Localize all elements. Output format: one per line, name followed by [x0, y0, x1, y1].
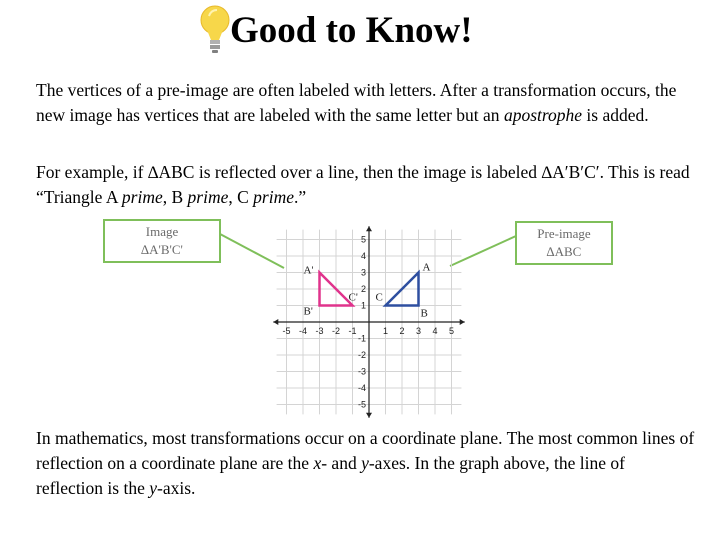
- x-tick-label: -5: [282, 326, 291, 336]
- emphasis-text: x: [313, 453, 322, 473]
- image-label-name: ∆A'B'C': [141, 242, 183, 257]
- x-tick-label: -3: [315, 326, 324, 336]
- emphasis-text: y: [149, 478, 158, 498]
- y-tick-label: -4: [357, 383, 366, 393]
- paragraph-example: [36, 160, 696, 210]
- x-tick-label: -4: [298, 326, 308, 336]
- x-tick-label: 5: [448, 326, 455, 336]
- paragraph-coordinate-plane: [36, 426, 696, 501]
- x-axis-arrow-left: [273, 319, 278, 325]
- y-tick-label: -3: [357, 366, 366, 377]
- y-tick-label: -2: [357, 350, 366, 360]
- x-tick-label: -2: [331, 326, 341, 336]
- paragraph-text: , C: [228, 187, 254, 207]
- emphasis-text: apostrophe: [503, 105, 583, 125]
- x-tick-label: 4: [432, 326, 438, 336]
- vertex-label-b: B: [420, 307, 428, 320]
- paragraph-text: , B: [162, 187, 188, 207]
- vertex-label-b-prime: B': [303, 305, 313, 318]
- y-axis-arrow-down: [366, 413, 372, 418]
- emphasis-text: prime: [187, 187, 229, 207]
- paragraph-text: For example, if ∆ABC is reflected over a line, then the image is labeled ∆A′B′C′. This is read “Triangle A: [36, 162, 690, 207]
- paragraph-text: The vertices of a pre-image are often labeled with letters. After a transformation occurs, the new image has vertices that are labeled with the same letter but an: [36, 80, 677, 125]
- x-tick-label: 3: [415, 326, 422, 336]
- page-title: Good to Know!: [230, 10, 473, 51]
- reflection-figure: [96, 214, 636, 424]
- paragraph-text: - and: [321, 453, 362, 473]
- y-tick-label: 3: [360, 267, 366, 278]
- vertex-label-c: C: [375, 291, 383, 304]
- emphasis-text: prime: [121, 187, 163, 207]
- vertex-label-a-prime: A': [303, 264, 314, 277]
- image-connector-line: [220, 234, 284, 268]
- paragraph-text: In mathematics, most transformations occur on a coordinate plane. The most common lines of reflection on a coordinate plane are the: [36, 428, 695, 473]
- preimage-label-title: Pre-image: [537, 226, 591, 241]
- x-tick-label: 2: [399, 326, 405, 336]
- paragraph-prime-labels: [36, 78, 696, 128]
- y-tick-label: -5: [357, 399, 366, 410]
- paragraph-text: -axis.: [157, 478, 196, 498]
- x-tick-label: 1: [382, 326, 389, 336]
- y-tick-label: -1: [357, 333, 366, 344]
- paragraph-text: -axes. In the graph above, the line of reflection is the: [36, 453, 625, 498]
- y-tick-label: 2: [360, 284, 366, 294]
- paragraph-text: .”: [294, 187, 307, 207]
- paragraph-text: is added.: [582, 105, 649, 125]
- emphasis-text: y: [361, 453, 369, 473]
- y-tick-label: 1: [360, 300, 366, 311]
- preimage-label-name: ∆ABC: [546, 244, 582, 259]
- x-axis-arrow-right: [460, 319, 465, 325]
- preimage-connector-line: [450, 236, 516, 266]
- y-tick-label: 5: [360, 234, 366, 245]
- image-label-title: Image: [145, 224, 179, 239]
- x-tick-label: -1: [348, 326, 357, 336]
- y-axis-arrow-up: [366, 226, 372, 231]
- y-tick-label: 4: [360, 251, 366, 261]
- vertex-label-c-prime: C': [348, 291, 358, 304]
- vertex-label-a: A: [422, 261, 431, 274]
- coordinate-plane: [273, 226, 464, 417]
- emphasis-text: prime: [253, 187, 294, 207]
